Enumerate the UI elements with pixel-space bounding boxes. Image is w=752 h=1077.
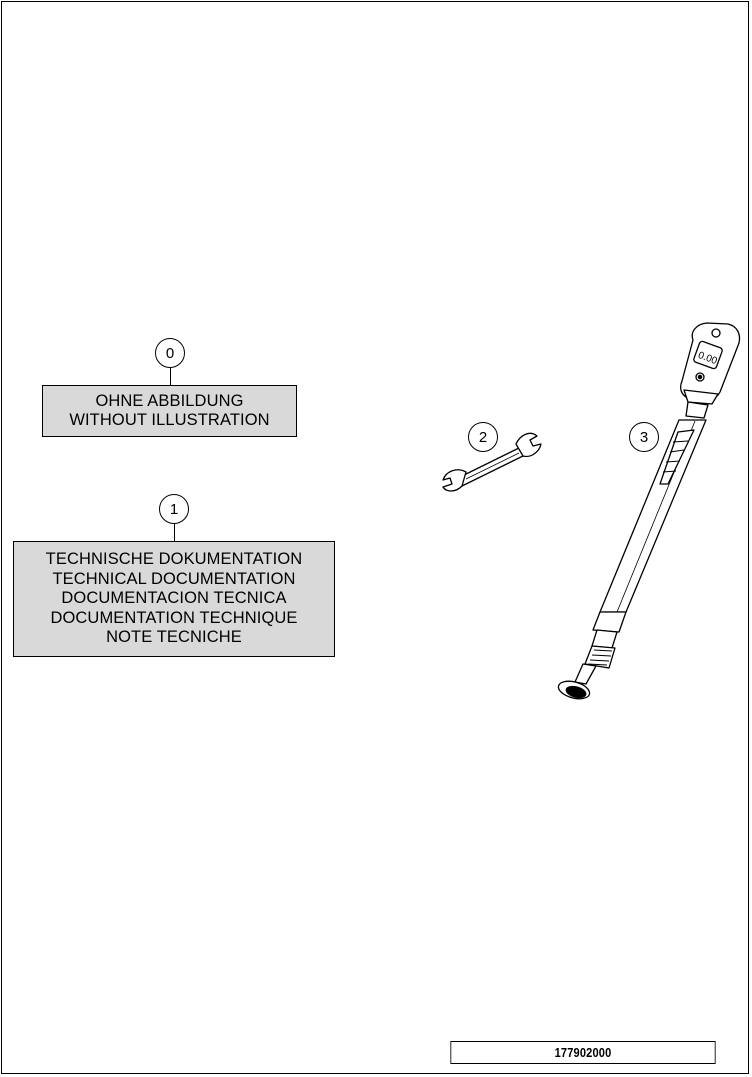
tech-doc-line-1: TECHNISCHE DOKUMENTATION [45, 550, 303, 569]
tech-doc-line-3: DOCUMENTACION TECNICA [61, 589, 287, 608]
callout-1-number: 1 [169, 500, 179, 518]
callout-3-number: 3 [639, 428, 649, 446]
callout-2 [468, 422, 498, 452]
drawing-number: 177902000 [554, 1045, 612, 1060]
torque-display-readout: 0.00 [696, 350, 719, 368]
tech-doc-line-2: TECHNICAL DOCUMENTATION [52, 569, 296, 588]
drawing-number-box [450, 1041, 715, 1064]
callout-3 [629, 422, 659, 452]
tech-doc-line-5: NOTE TECNICHE [106, 628, 242, 647]
no-illustration-line-1: OHNE ABBILDUNG [95, 391, 244, 410]
callout-0-number: 0 [165, 344, 175, 362]
callout-2-number: 2 [478, 428, 488, 446]
tech-doc-line-4: DOCUMENTATION TECHNIQUE [50, 608, 298, 627]
no-illustration-line-2: WITHOUT ILLUSTRATION [69, 411, 270, 429]
digital-torque-wrench-icon [556, 323, 739, 702]
